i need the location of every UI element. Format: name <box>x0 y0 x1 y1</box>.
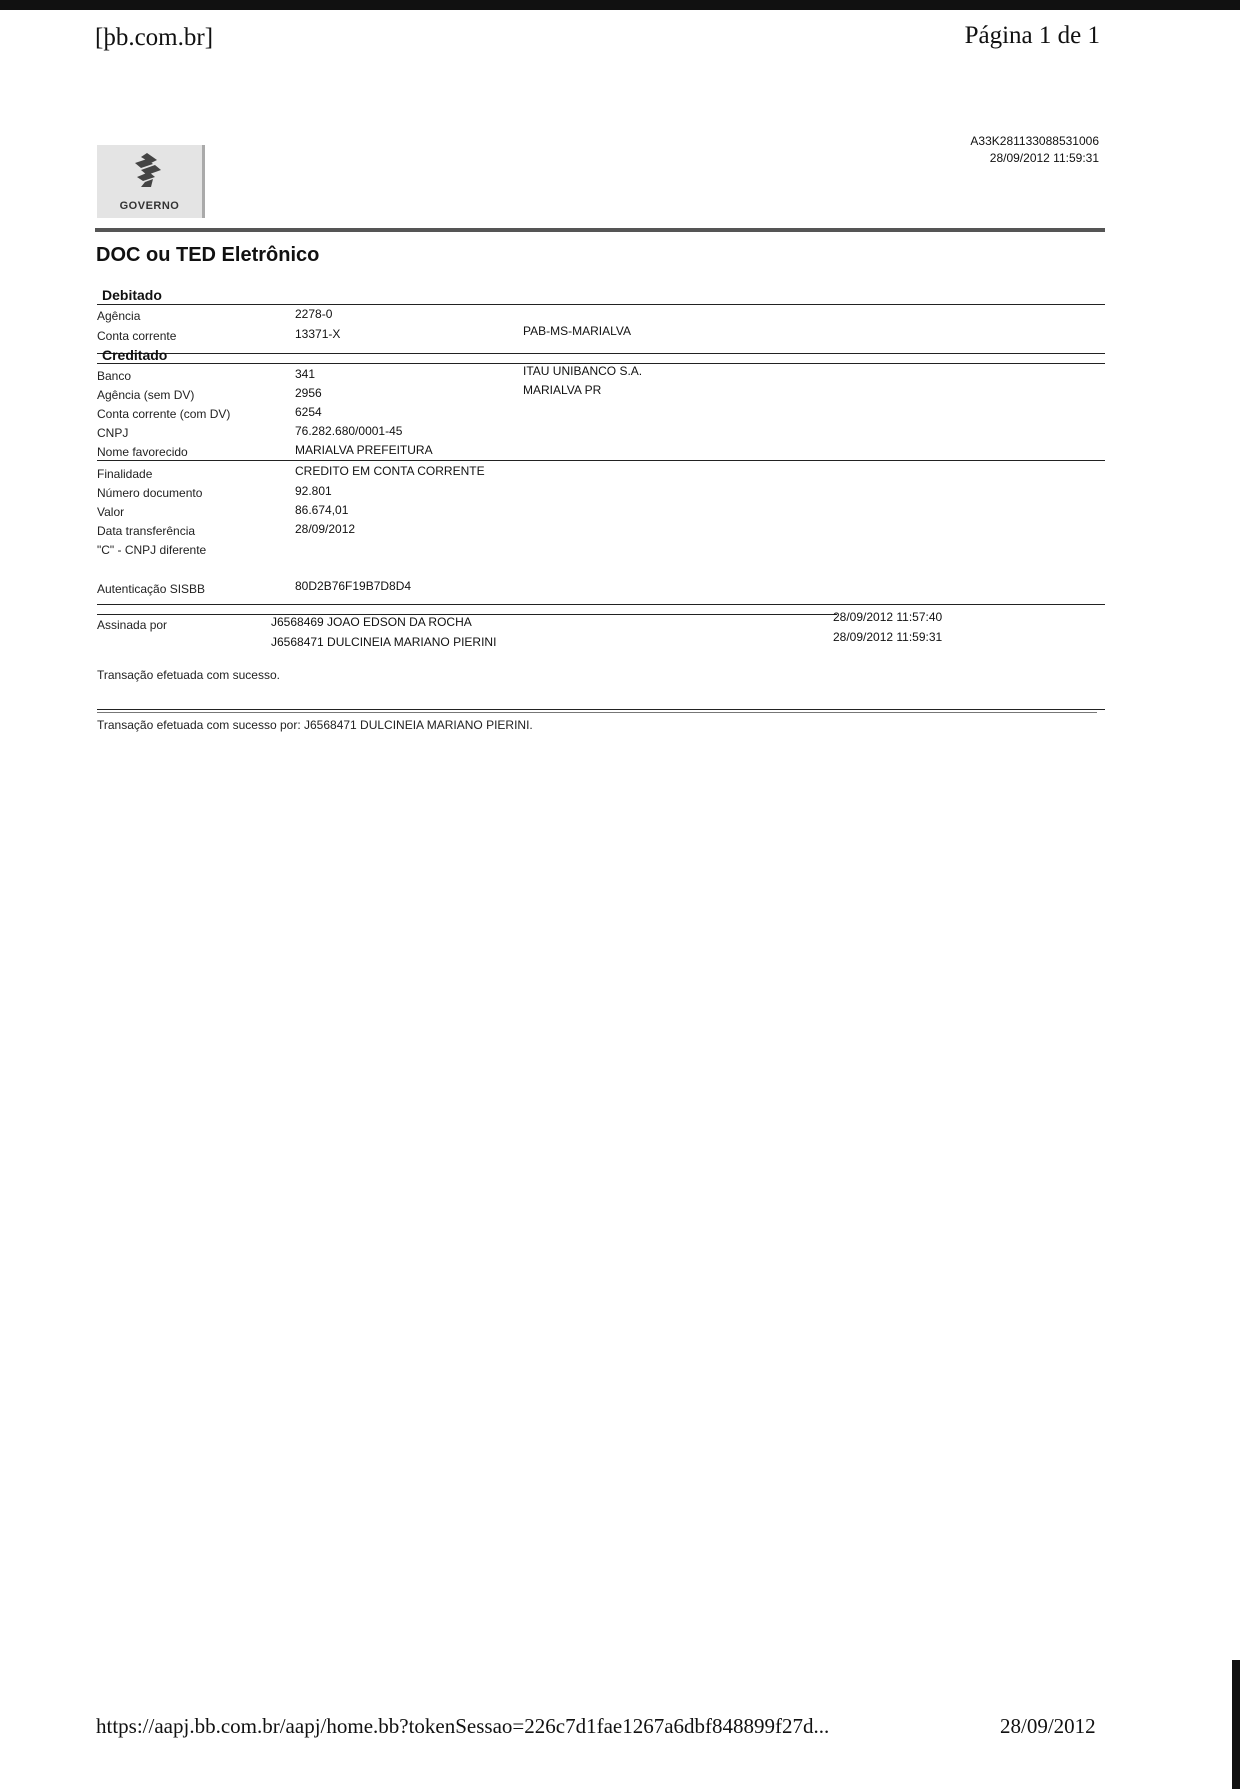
divider <box>97 709 1105 710</box>
label-numero: Número documento <box>97 486 203 500</box>
value-data: 28/09/2012 <box>295 522 356 536</box>
value-banco-nome: ITAU UNIBANCO S.A. <box>523 364 643 378</box>
label-finalidade: Finalidade <box>97 467 153 481</box>
divider <box>97 460 1105 461</box>
bb-logo <box>97 145 205 218</box>
value-banco: 341 <box>295 367 316 381</box>
label-conta: Conta corrente <box>97 329 177 343</box>
divider <box>97 712 1097 713</box>
signer-datetime: 28/09/2012 11:57:40 <box>833 610 943 624</box>
value-finalidade: CREDITO EM CONTA CORRENTE <box>295 464 485 478</box>
label-agencia: Agência <box>97 309 141 323</box>
print-header-page: Página 1 de 1 <box>964 22 1100 49</box>
label-assinada-por: Assinada por <box>97 618 168 632</box>
scan-top-border <box>0 0 1240 10</box>
divider <box>97 353 1105 354</box>
value-agencia: 2278-0 <box>295 307 333 321</box>
value-numero: 92.801 <box>295 484 332 498</box>
print-header-site: [þb.com.br] <box>95 24 214 51</box>
bb-logo-icon <box>127 151 167 189</box>
value-agencia-local: MARIALVA PR <box>523 383 602 397</box>
divider <box>97 604 1105 605</box>
label-favorecido: Nome favorecido <box>97 445 188 459</box>
value-conta-credito: 6254 <box>295 405 322 419</box>
label-agencia-credito: Agência (sem DV) <box>97 388 195 402</box>
label-cnpj: CNPJ <box>97 426 129 440</box>
divider <box>97 304 1105 305</box>
transaction-info <box>970 133 1099 167</box>
footer-url: https://aapj.bb.com.br/aapj/home.bb?tokenSessao=226c7d1fae1267a6dbf848899f27d... <box>96 1714 830 1738</box>
logo-caption: GOVERNO <box>119 200 180 212</box>
signer-name: J6568469 JOAO EDSON DA ROCHA <box>271 615 472 629</box>
section-creditado: Creditado <box>102 347 168 363</box>
footer-date: 28/09/2012 <box>1000 1714 1096 1738</box>
value-favorecido: MARIALVA PREFEITURA <box>295 443 433 457</box>
transaction-datetime: 28/09/2012 11:59:31 <box>989 151 1099 165</box>
signer-name: J6568471 DULCINEIA MARIANO PIERINI <box>271 635 497 649</box>
value-cnpj: 76.282.680/0001-45 <box>295 424 403 438</box>
value-autenticacao: 80D2B76F19B7D8D4 <box>295 579 412 593</box>
label-cnpj-diferente: "C" - CNPJ diferente <box>97 543 207 557</box>
label-data: Data transferência <box>97 524 196 538</box>
signer-datetime: 28/09/2012 11:59:31 <box>833 630 943 644</box>
label-conta-credito: Conta corrente (com DV) <box>97 407 231 421</box>
section-debitado: Debitado <box>102 287 162 303</box>
value-conta: 13371-X <box>295 327 341 341</box>
label-valor: Valor <box>97 505 125 519</box>
value-agencia-credito: 2956 <box>295 386 322 400</box>
status-message: Transação efetuada com sucesso. <box>97 668 280 682</box>
title-divider <box>95 228 1105 232</box>
label-autenticacao: Autenticação SISBB <box>97 582 206 596</box>
scan-right-border <box>1232 1660 1240 1789</box>
value-conta-extra: PAB-MS-MARIALVA <box>523 324 632 338</box>
value-valor: 86.674,01 <box>295 503 349 517</box>
status-final-message: Transação efetuada com sucesso por: J6568471 DULCINEIA MARIANO PIERINI. <box>97 718 533 732</box>
page-title: DOC ou TED Eletrônico <box>96 244 320 266</box>
transaction-code: A33K281133088531006 <box>970 134 1099 148</box>
label-banco: Banco <box>97 369 132 383</box>
